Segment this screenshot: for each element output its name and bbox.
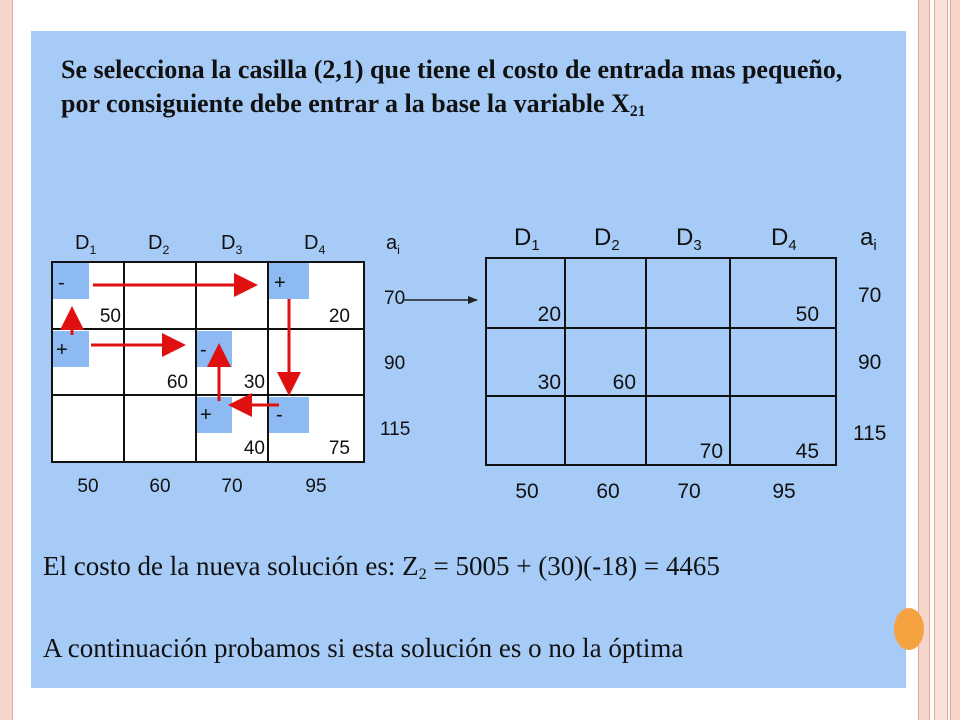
highlight-cell: [269, 397, 309, 433]
left-table: [52, 262, 477, 497]
intro-line-2-text: por consiguiente debe entrar a la base la variable X: [61, 89, 630, 118]
left-supply-header: $a_i$: [386, 232, 400, 257]
left-cell-r3c4: 75: [328, 438, 350, 459]
right-col-header-d4: $D_4$: [771, 224, 797, 254]
left-supply-3: 115: [380, 419, 411, 440]
right-cell-r3c4: 45: [795, 440, 819, 463]
sign-r3c3: +: [200, 404, 212, 426]
sign-r1c1: -: [58, 272, 65, 294]
left-demand-3: 70: [221, 476, 243, 497]
orange-circle-decoration: [894, 608, 924, 650]
sign-r2c3: -: [200, 339, 207, 361]
right-cell-r2c2: 60: [612, 371, 636, 394]
right-table-frame: [486, 258, 836, 465]
left-cell-r1c4: 20: [328, 306, 350, 327]
cost-statement: El costo de la nueva solución es: $Z_2 = 5005 + (30)(-18) = 4465$: [43, 551, 720, 583]
sign-r3c4: -: [276, 404, 283, 426]
right-col-header-d2: $D_2$: [594, 224, 620, 254]
right-decorative-bar: [918, 0, 930, 720]
left-demand-4: 95: [305, 476, 327, 497]
left-cell-r2c2: 60: [166, 372, 188, 393]
right-decorative-bar: [950, 0, 960, 720]
left-cell-r3c3: 40: [243, 438, 265, 459]
left-demand-2: 60: [149, 476, 171, 497]
left-cell-r1c1: 50: [99, 306, 121, 327]
left-cell-r2c3: 30: [243, 372, 265, 393]
right-demand-4: 95: [772, 480, 796, 503]
slide-content: [31, 31, 906, 688]
right-decorative-bar: [934, 0, 948, 720]
left-col-header-d4: $D_4$: [304, 232, 326, 257]
right-cell-r3c3: 70: [699, 440, 723, 463]
right-supply-header: $a_i$: [860, 224, 877, 254]
right-table: [486, 258, 886, 503]
right-cell-r1c1: 20: [537, 303, 561, 326]
sign-r2c1: +: [56, 339, 68, 361]
right-supply-2: 90: [858, 351, 882, 374]
left-supply-1: 70: [384, 288, 406, 309]
left-supply-2: 90: [384, 353, 406, 374]
sign-r1c4: +: [274, 272, 286, 294]
right-supply-3: 115: [853, 422, 887, 445]
left-col-header-d3: $D_3$: [221, 232, 243, 257]
variable-subscript: 21: [629, 103, 646, 120]
right-cell-r2c1: 30: [537, 371, 561, 394]
left-col-header-d2: $D_2$: [148, 232, 170, 257]
right-cell-r1c4: 50: [795, 303, 819, 326]
right-col-header-d3: $D_3$: [676, 224, 702, 254]
right-demand-3: 70: [677, 480, 701, 503]
left-decorative-bar: [0, 0, 13, 720]
right-supply-1: 70: [858, 284, 882, 307]
right-demand-1: 50: [515, 480, 539, 503]
right-col-header-d1: $D_1$: [514, 224, 540, 254]
left-col-header-d1: $D_1$: [75, 232, 97, 257]
right-demand-2: 60: [596, 480, 620, 503]
left-demand-1: 50: [77, 476, 99, 497]
intro-line-1: Se selecciona la casilla (2,1) que tiene el costo de entrada mas pequeño,: [61, 55, 843, 84]
next-step-statement: A continuación probamos si esta solución es o no la óptima: [43, 633, 684, 663]
